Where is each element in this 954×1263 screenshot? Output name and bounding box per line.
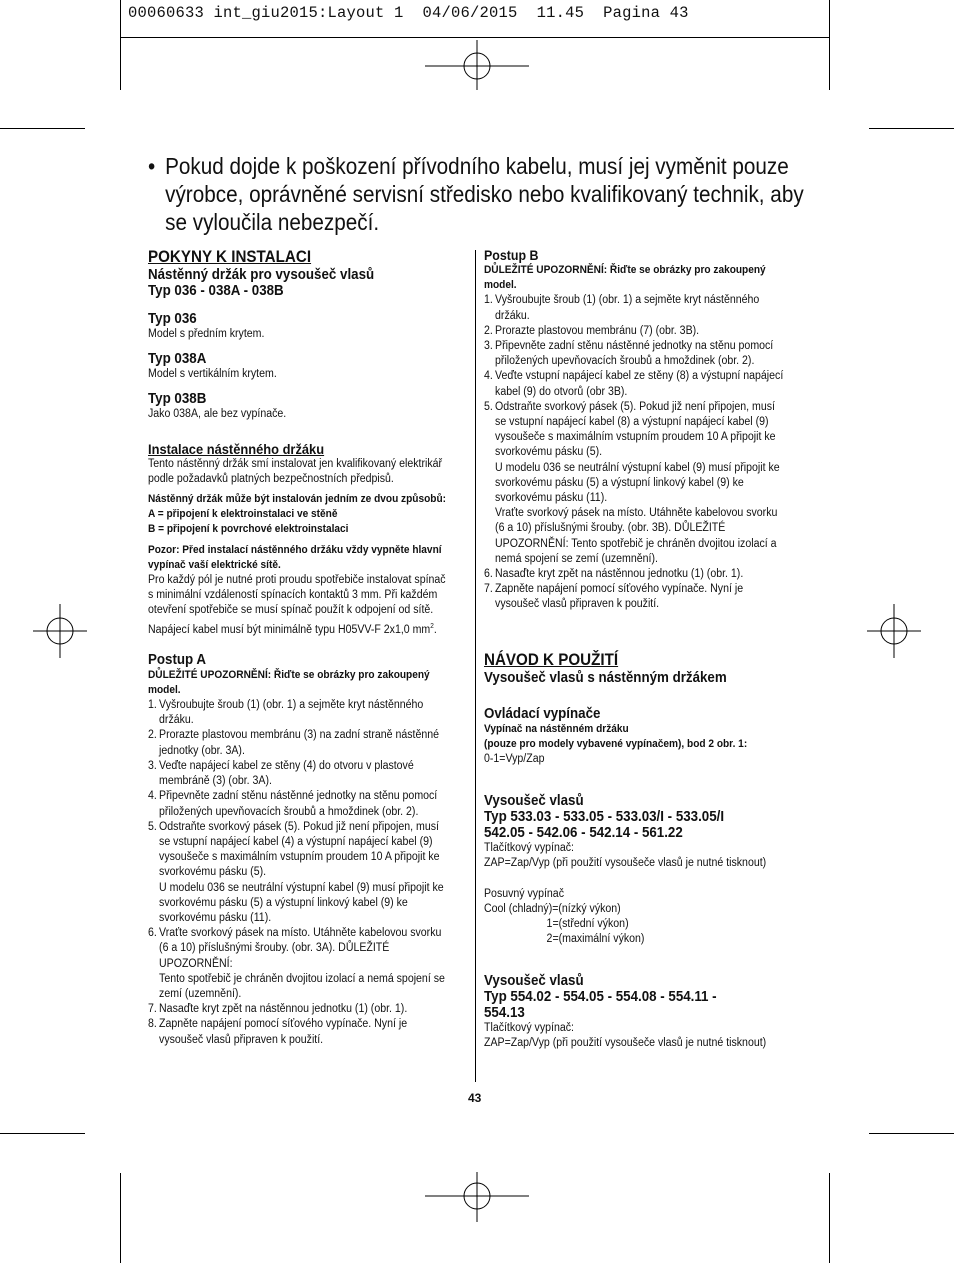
mount-a: A = připojení k elektroinstalaci ve stěně [148, 508, 338, 521]
dryer1-slide-2: 1=(střední výkon) [546, 918, 629, 931]
type-038b-title: Typ 038B [148, 391, 207, 408]
crop-mark-br-v [829, 1173, 830, 1263]
dryer1-slide-3: 2=(maximální výkon) [546, 933, 645, 946]
dryer1-push-text: ZAP=Zap/Vyp (při použití vysoušeče vlasů je nutné tisknout) [484, 857, 767, 870]
wall-holder-title: Nástěnný držák pro vysoušeč vlasů [148, 267, 375, 283]
mount-methods: Nástěnný držák může být instalován jedním ze dvou způsobů: [148, 493, 447, 506]
list-item: 4. Veďte vstupní napájecí kabel ze stěny (8) a výstupní napájecí kabel (9) do otvorů (obr 3B). [484, 370, 784, 398]
type-036-desc: Model s předním krytem. [148, 328, 265, 340]
postup-b-note: DŮLEŽITÉ UPOZORNĚNÍ: Řiďte se obrázky pro zakoupený model. [484, 264, 766, 292]
dryer1-push-label: Tlačítkový vypínač: [484, 842, 574, 855]
crop-mark-br-h [869, 1133, 954, 1134]
switch-bold-1: Vypínač na nástěnném držáku [484, 722, 629, 735]
crop-mark-tl-v [120, 0, 121, 90]
list-item: 1. Vyšroubujte šroub (1) (obr. 1) a sejměte kryt nástěnného držáku. [148, 699, 424, 727]
list-item: 5. Odstraňte svorkový pásek (5). Pokud již není připojen, musí se vstupní napájecí kabel (8) a výstupní napájecí kabel (9) vysoušeče s maximálním vstupním proudem 10 A připojit ke svorkovému pásku (5). U modelu 036 se neutrální výstupní kabel (9) musí připojit ke svorkovému pásku (5) a výstupní linkový kabel (9) ke svorkovému pásku (11). Vraťte svorkový pásek na místo. Utáhněte kabelovou svorku (6 a 10) příslušnými šrouby. (obr. 3B). DŮLEŽITÉ UPOZORNĚNÍ: Tento spotřebič je chráněn dvojitou izolací a nemá spojení se zemí (uzemnění). [484, 400, 780, 565]
print-slug: 00060633 int_giu2015:Layout 1 04/06/2015 11.45 Pagina 43 [128, 4, 689, 22]
dryer2-title-1: Vysoušeč vlasů [484, 972, 584, 989]
section-title-usage: NÁVOD K POUŽITÍ [484, 650, 619, 669]
list-item: 4. Připevněte zadní stěnu nástěnné jednotky na stěnu pomocí přiložených upevňovacích šroubů a hmoždinek (obr. 2). [148, 790, 438, 818]
list-item: 6. Vraťte svorkový pásek na místo. Utáhněte kabelovou svorku (6 a 10) příslušnými šrouby. (obr. 3A). DŮLEŽITÉ UPOZORNĚNÍ: Tento spotřebič je chráněn dvojitou izolací a nemá spojení se zemí (uzemnění). [148, 927, 445, 1000]
warning-text: Pro každý pól je nutné proti proudu spotřebiče instalovat spínač s minimální vzdáleností spínacích kontaktů 3 mm. Při každém otevření spotřebiče se musí spínač použít k odpojení od sítě. [148, 574, 446, 617]
crop-mark-tl-h [0, 128, 85, 129]
registration-mark-bottom-icon [425, 1172, 529, 1222]
type-038a-desc: Model s vertikálním krytem. [148, 368, 277, 381]
crop-mark-tr-v [829, 0, 830, 90]
list-item: 2. Prorazte plastovou membránu (3) na zadní straně nástěnné jednotky (obr. 3A). [148, 729, 439, 757]
registration-mark-top-icon [425, 40, 529, 90]
page-number: 43 [468, 1091, 482, 1105]
dryer1-title-3: 542.05 - 542.06 - 542.14 - 561.22 [484, 825, 683, 842]
dryer2-push-text: ZAP=Zap/Vyp (při použití vysoušeče vlasů je nutné tisknout) [484, 1036, 767, 1049]
list-item: 8. Zapněte napájení pomocí síťového vypínače. Nyní je vysoušeč vlasů připraven k použití. [148, 1018, 408, 1046]
wall-holder-types: Typ 036 - 038A - 038B [148, 283, 284, 299]
dryer1-title-1: Vysoušeč vlasů [484, 793, 584, 810]
left-column [148, 248, 448, 1048]
section-title-installation: POKYNY K INSTALACI [148, 248, 312, 266]
type-038a-title: Typ 038A [148, 351, 207, 368]
type-036-title: Typ 036 [148, 311, 197, 327]
switch-title: Ovládací vypínače [484, 705, 601, 722]
list-item: 6. Nasaďte kryt zpět na nástěnnou jednotku (1) (obr. 1). [484, 568, 744, 581]
dryer1-slide-label: Posuvný vypínač [484, 887, 564, 900]
postup-b-title: Postup B [484, 248, 539, 263]
install-text: Tento nástěnný držák smí instalovat jen kvalifikovaný elektrikář podle požadavků platných bezpečnostních předpisů. [148, 457, 443, 485]
dryer2-title-3: 554.13 [484, 1004, 525, 1021]
usage-subtitle: Vysoušeč vlasů s nástěnným držákem [484, 669, 727, 686]
registration-mark-right-icon [867, 604, 921, 658]
type-038b-desc: Jako 038A, ale bez vypínače. [148, 408, 287, 421]
list-item: 5. Odstraňte svorkový pásek (5). Pokud již není připojen, musí se vstupní napájecí kabel (4) a výstupní napájecí kabel (9) vysoušeče s maximálním vstupním proudem 10 A připojit ke svorkovému pásku (5). U modelu 036 se neutrální výstupní kabel (9) musí připojit ke svorkovému pásku (5) a výstupní linkový kabel (9) ke svorkovému pásku (11). [148, 820, 444, 924]
warning-bold: Pozor: Před instalací nástěnného držáku vždy vypněte hlavní vypínač vaší elektrické sítě. [148, 543, 442, 571]
crop-mark-bl-h [0, 1133, 85, 1134]
column-divider [475, 250, 476, 1082]
cable-text: Napájecí kabel musí být minimálně typu H05VV-F 2x1,0 $mm^2$. [148, 622, 437, 636]
list-item: 1. Vyšroubujte šroub (1) (obr. 1) a sejměte kryt nástěnného držáku. [484, 294, 760, 322]
postup-a-note: DŮLEŽITÉ UPOZORNĚNÍ: Řiďte se obrázky pro zakoupený model. [148, 668, 430, 696]
postup-a-steps [148, 698, 448, 1048]
registration-mark-left-icon [33, 604, 87, 658]
crop-mark-bl-v [120, 1173, 121, 1263]
switch-text: 0-1=Vyp/Zap [484, 753, 545, 766]
switch-bold-2: (pouze pro modely vybavené vypínačem), bod 2 obr. 1: [484, 737, 748, 750]
postup-a-title: Postup A [148, 651, 207, 668]
list-item: 3. Veďte napájecí kabel ze stěny (4) do otvoru v plastové membráně (3) (obr. 3A). [148, 759, 414, 788]
install-title: Instalace nástěnného držáku [148, 440, 325, 457]
list-item: 3. Připevněte zadní stěnu nástěnné jednotky na stěnu pomocí přiložených upevňovacích šroubů a hmoždinek (obr. 2). [484, 340, 774, 368]
intro-paragraph [148, 152, 804, 236]
dryer2-push-label: Tlačítkový vypínač: [484, 1021, 574, 1034]
dryer2-title-2: Typ 554.02 - 554.05 - 554.08 - 554.11 - [484, 988, 717, 1005]
mount-b: B = připojení k povrchové elektroinstalaci [148, 523, 349, 536]
intro-bullet: • [148, 153, 156, 179]
list-item: 7. Nasaďte kryt zpět na nástěnnou jednotku (1) (obr. 1). [148, 1003, 408, 1016]
intro-text: Pokud dojde k poškození přívodního kabelu, musí jej vyměnit pouze výrobce, oprávněné servisní středisko nebo kvalifikovaný technik, aby se vyloučila nebezpečí. [165, 153, 804, 235]
dryer1-slide-1: Cool (chladný)=(nízký výkon) [484, 902, 621, 915]
right-column [484, 248, 788, 1051]
list-item: 7. Zapněte napájení pomocí síťového vypínače. Nyní je vysoušeč vlasů připraven k použití. [484, 583, 744, 611]
list-item: 2. Prorazte plastovou membránu (7) (obr. 3B). [484, 324, 700, 337]
crop-mark-tr-h [869, 128, 954, 129]
dryer1-title-2: Typ 533.03 - 533.05 - 533.03/I - 533.05/I [484, 809, 725, 826]
postup-b-steps [484, 293, 788, 612]
